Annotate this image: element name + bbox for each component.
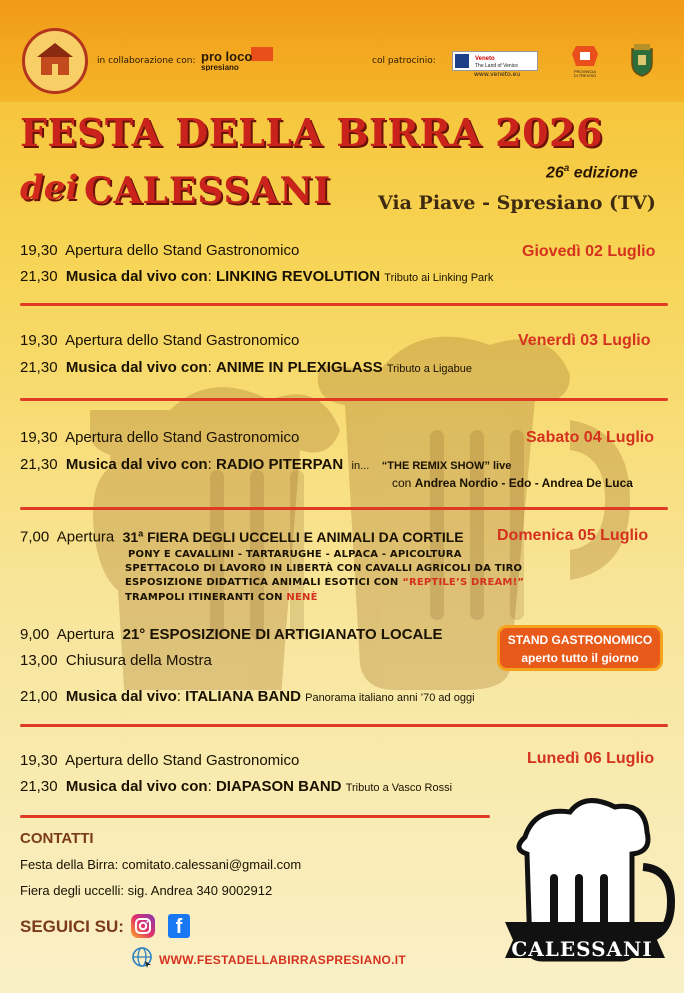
stand-gastronomico-badge: [497, 625, 663, 671]
event-title: FESTA DELLA BIRRA 2026: [20, 110, 603, 155]
fiera-detail: ESPOSIZIONE DIDATTICA ANIMALI ESOTICI CON “REPTILE’S DREAM!”: [125, 577, 525, 588]
schedule-row: 21,30 Musica dal vivo con: LINKING REVOLUTION Tributo ai Linking Park: [20, 268, 494, 285]
contacts-heading: CONTATTI: [20, 830, 94, 847]
contact-fiera: Fiera degli uccelli: sig. Andrea 340 9002912: [20, 883, 273, 898]
day-label: Domenica 05 Luglio: [497, 527, 649, 544]
collaboration-label: in collaborazione con:: [97, 56, 196, 66]
day-label: Lunedì 06 Luglio: [527, 750, 655, 767]
schedule-row: 13,00 Chiusura della Mostra: [20, 652, 212, 669]
separator: [20, 724, 668, 727]
day-label: Venerdì 03 Luglio: [518, 332, 651, 349]
schedule-row: 19,30 Apertura dello Stand Gastronomico: [20, 242, 300, 259]
title-calessani: CALESSANI: [84, 170, 332, 212]
edition-label: 26$^a$ edizione: [546, 163, 638, 182]
website-link[interactable]: WWW.FESTADELLABIRRASPRESIANO.IT: [159, 953, 407, 967]
svg-text:PROVINCIA: PROVINCIA: [573, 69, 597, 74]
veneto-logo: [452, 51, 538, 71]
schedule-row: 19,30 Apertura dello Stand Gastronomico: [20, 332, 300, 349]
schedule-row: con Andrea Nordio - Edo - Andrea De Luca: [392, 476, 633, 490]
fiera-detail: TRAMPOLI ITINERANTI CON NENÈ: [125, 592, 318, 603]
day-label: Giovedì 02 Luglio: [522, 243, 656, 260]
svg-text:Veneto: Veneto: [475, 56, 495, 62]
comune-crest-icon: [628, 43, 656, 77]
schedule-row: 21,30 Musica dal vivo con: DIAPASON BAND Tributo a Vasco Rossi: [20, 778, 453, 795]
separator: [20, 815, 490, 818]
svg-text:spresiano: spresiano: [201, 63, 239, 71]
schedule-row: 19,30 Apertura dello Stand Gastronomico: [20, 752, 300, 769]
location-label: Via Piave - Spresiano (TV): [378, 192, 656, 214]
globe-icon: [131, 946, 153, 968]
house-icon: [25, 31, 85, 91]
veneto-lion-icon: [453, 52, 537, 70]
stand-line2: aperto tutto il giorno: [521, 651, 639, 665]
separator: [20, 398, 668, 401]
facebook-icon[interactable]: f: [168, 914, 190, 938]
day-label: Sabato 04 Luglio: [526, 429, 655, 446]
stand-line1: STAND GASTRONOMICO: [507, 633, 653, 647]
provincia-logo: [570, 44, 600, 78]
calessani-badge-text: CALESSANI: [511, 937, 653, 961]
svg-text:DI TREVISO: DI TREVISO: [573, 73, 597, 78]
title-dei: dei: [20, 168, 79, 208]
contact-festa[interactable]: Festa della Birra: comitato.calessani@gmail.com: [20, 857, 302, 872]
separator: [20, 507, 668, 510]
svg-text:pro loco: pro loco: [201, 49, 253, 64]
fiera-detail: PONY E CAVALLINI - TARTARUGHE - ALPACA - APICOLTURA: [128, 549, 462, 560]
schedule-row: 21,30 Musica dal vivo con: ANIME IN PLEXIGLASS Tributo a Ligabue: [20, 359, 473, 376]
schedule-row: 21,30 Musica dal vivo con: RADIO PITERPAN in... “THE REMIX SHOW” live: [20, 456, 512, 473]
instagram-icon[interactable]: [131, 914, 155, 938]
proloco-logo: [199, 47, 275, 71]
separator: [20, 303, 668, 306]
schedule-row: 19,30 Apertura dello Stand Gastronomico: [20, 429, 300, 446]
fiera-detail: SPETTACOLO DI LAVORO IN LIBERTÀ CON CAVALLI AGRICOLI DA TIRO: [125, 563, 523, 574]
schedule-row: 21,00 Musica dal vivo: ITALIANA BAND Panorama italiano anni ’70 ad oggi: [20, 688, 475, 705]
svg-text:The Land of Venice: The Land of Venice: [475, 63, 519, 69]
schedule-row: 9,00 Apertura 21° ESPOSIZIONE DI ARTIGIANATO LOCALE: [20, 626, 443, 643]
patronage-label: col patrocinio:: [372, 56, 436, 66]
committee-logo: [22, 28, 88, 94]
veneto-url: www.veneto.eu: [474, 71, 521, 78]
follow-us-label: SEGUICI SU:: [20, 917, 124, 936]
instagram-glyph-icon: [131, 914, 155, 938]
schedule-row: 7,00 Apertura 31$^a$ FIERA DEGLI UCCELLI E ANIMALI DA CORTILE: [20, 528, 464, 546]
